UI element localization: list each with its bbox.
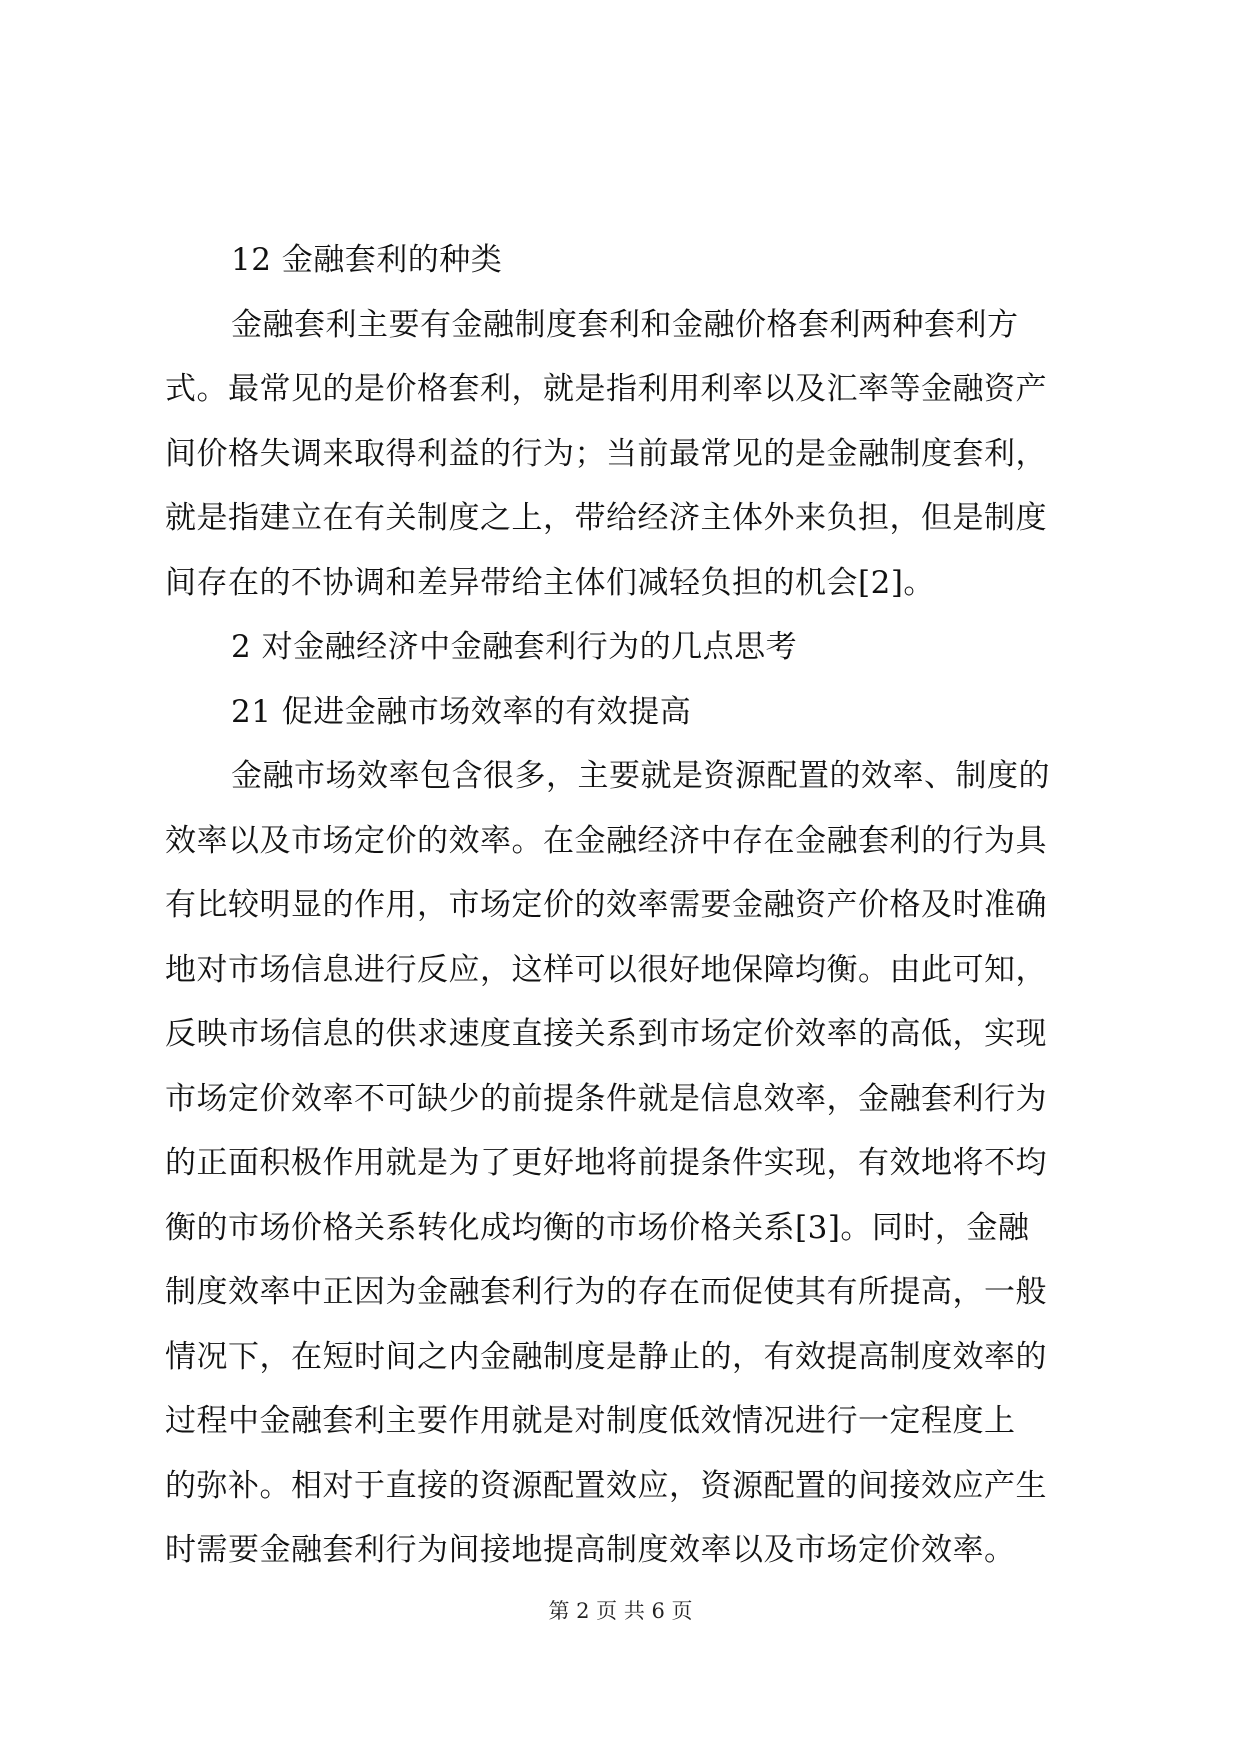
text-line: 式。最常见的是价格套利，就是指利用利率以及汇率等金融资产 bbox=[165, 371, 1047, 407]
page-footer: 第 2 页 共 6 页 bbox=[548, 1599, 693, 1623]
text-line: 就是指建立在有关制度之上，带给经济主体外来负担，但是制度 bbox=[165, 500, 1047, 536]
text-line: 过程中金融套利主要作用就是对制度低效情况进行一定程度上 bbox=[165, 1403, 1016, 1439]
text-line: 反映市场信息的供求速度直接关系到市场定价效率的高低，实现 bbox=[165, 1016, 1047, 1052]
text-line: 市场定价效率不可缺少的前提条件就是信息效率，金融套利行为 bbox=[165, 1080, 1047, 1117]
text-line: 衡的市场价格关系转化成均衡的市场价格关系[3]。同时，金融 bbox=[165, 1209, 1030, 1246]
text-line: 的正面积极作用就是为了更好地将前提条件实现，有效地将不均 bbox=[165, 1145, 1047, 1181]
text-line: 时需要金融套利行为间接地提高制度效率以及市场定价效率。 bbox=[165, 1532, 1016, 1568]
text-line: 间存在的不协调和差异带给主体们减轻负担的机会[2]。 bbox=[165, 564, 935, 601]
text-line: 2 对金融经济中金融套利行为的几点思考 bbox=[231, 629, 798, 665]
text-line: 金融套利主要有金融制度套利和金融价格套利两种套利方 bbox=[231, 306, 1019, 343]
text-line: 21 促进金融市场效率的有效提高 bbox=[231, 693, 692, 730]
text-line: 的弥补。相对于直接的资源配置效应，资源配置的间接效应产生 bbox=[165, 1467, 1047, 1504]
text-line: 有比较明显的作用，市场定价的效率需要金融资产价格及时准确 bbox=[165, 887, 1047, 923]
text-line: 效率以及市场定价的效率。在金融经济中存在金融套利的行为具 bbox=[165, 822, 1047, 859]
document-body bbox=[165, 228, 1080, 1583]
text-line: 制度效率中正因为金融套利行为的存在而促使其有所提高，一般 bbox=[165, 1274, 1047, 1310]
text-line: 12 金融套利的种类 bbox=[231, 242, 503, 278]
text-line: 情况下，在短时间之内金融制度是静止的，有效提高制度效率的 bbox=[165, 1338, 1047, 1375]
text-line: 金融市场效率包含很多，主要就是资源配置的效率、制度的 bbox=[231, 758, 1050, 794]
text-line: 地对市场信息进行反应，这样可以很好地保障均衡。由此可知， bbox=[165, 951, 1047, 988]
text-line: 间价格失调来取得利益的行为；当前最常见的是金融制度套利， bbox=[165, 435, 1047, 472]
